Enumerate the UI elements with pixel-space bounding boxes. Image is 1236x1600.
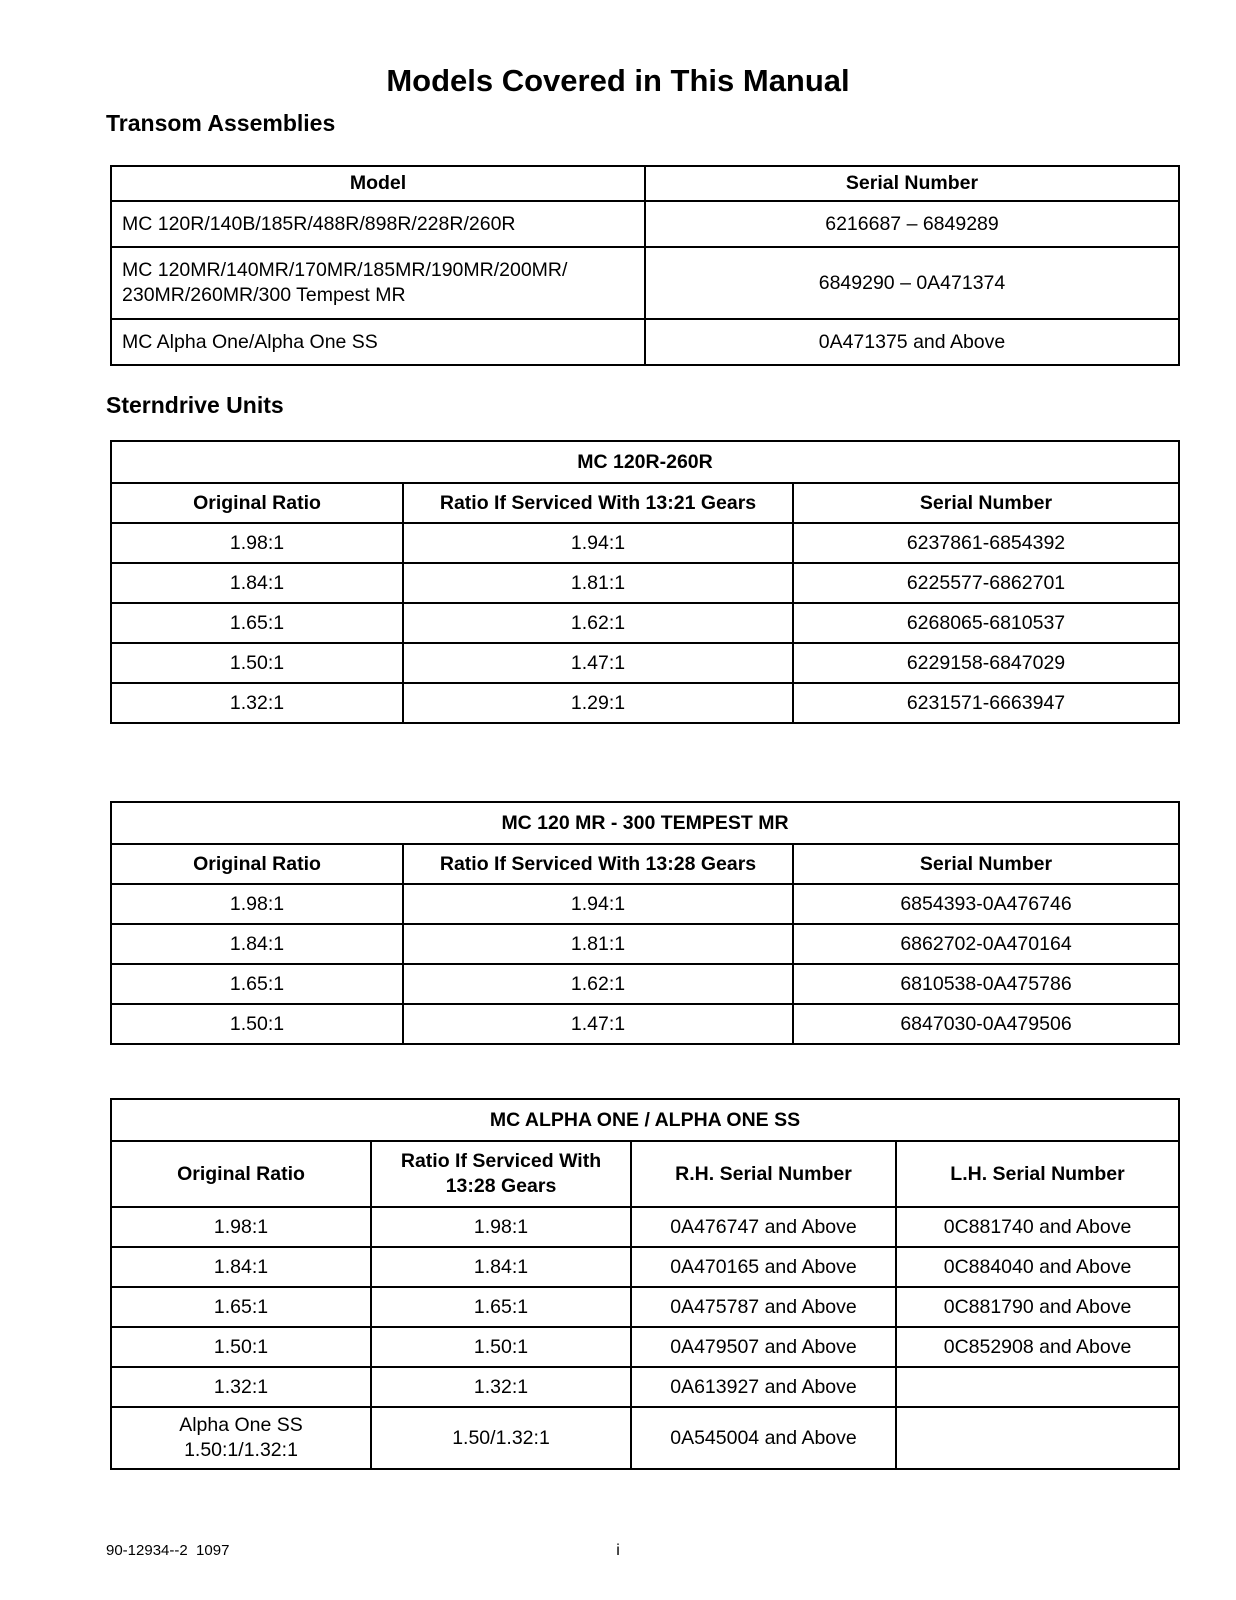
cell-serial: 6847030-0A479506: [793, 1004, 1179, 1044]
table-row: [111, 201, 1179, 247]
table-row: [111, 523, 1179, 563]
cell-original-ratio: 1.65:1: [111, 964, 403, 1004]
cell-original-ratio: 1.98:1: [111, 523, 403, 563]
cell-serviced-ratio: 1.29:1: [403, 683, 793, 723]
footer-part-number: 90-12934--2 1097: [106, 1542, 230, 1559]
cell-serviced-ratio: 1.62:1: [403, 603, 793, 643]
cell-rh-serial: 0A476747 and Above: [631, 1207, 896, 1247]
table-row: [111, 319, 1179, 365]
sterndrive-table-mc-120r-260r: [110, 440, 1180, 724]
cell-serviced-ratio: 1.98:1: [371, 1207, 631, 1247]
section-heading-transom-assemblies: Transom Assemblies: [106, 110, 336, 136]
column-header-ratio-if-serviced: Ratio If Serviced With 13:21 Gears: [403, 483, 793, 523]
table-title: MC 120 MR - 300 TEMPEST MR: [111, 802, 1179, 844]
column-header-serial-number: Serial Number: [645, 166, 1179, 201]
cell-serviced-ratio: 1.47:1: [403, 643, 793, 683]
cell-serviced-ratio: 1.94:1: [403, 884, 793, 924]
cell-lh-serial: [896, 1407, 1179, 1469]
cell-rh-serial: 0A475787 and Above: [631, 1287, 896, 1327]
table-row: [111, 563, 1179, 603]
cell-serial: 6216687 – 6849289: [645, 201, 1179, 247]
table-title-row: [111, 1099, 1179, 1141]
column-header-ratio-if-serviced: Ratio If Serviced With 13:28 Gears: [403, 844, 793, 884]
table-title-row: [111, 802, 1179, 844]
cell-lh-serial: 0C852908 and Above: [896, 1327, 1179, 1367]
cell-lh-serial: 0C881790 and Above: [896, 1287, 1179, 1327]
cell-serviced-ratio: 1.84:1: [371, 1247, 631, 1287]
cell-model: MC Alpha One/Alpha One SS: [111, 319, 645, 365]
table-row: [111, 1367, 1179, 1407]
table-row: [111, 603, 1179, 643]
cell-original-ratio: 1.98:1: [111, 1207, 371, 1247]
cell-serviced-ratio: 1.47:1: [403, 1004, 793, 1044]
column-header-original-ratio: Original Ratio: [111, 844, 403, 884]
column-header-rh-serial-number: R.H. Serial Number: [631, 1141, 896, 1207]
table-row: [111, 1407, 1179, 1469]
cell-rh-serial: 0A613927 and Above: [631, 1367, 896, 1407]
column-header-original-ratio: Original Ratio: [111, 1141, 371, 1207]
table-row: [111, 964, 1179, 1004]
column-header-serial-number: Serial Number: [793, 844, 1179, 884]
cell-serial: 6268065-6810537: [793, 603, 1179, 643]
cell-model-line-1: MC 120MR/140MR/170MR/185MR/190MR/200MR/: [122, 259, 568, 281]
column-header-line-1: Ratio If Serviced With: [400, 1150, 602, 1172]
cell-original-ratio: 1.32:1: [111, 1367, 371, 1407]
cell-serial: 6849290 – 0A471374: [645, 247, 1179, 319]
cell-original-ratio: 1.50:1: [111, 1004, 403, 1044]
cell-serviced-ratio: 1.50/1.32:1: [371, 1407, 631, 1469]
cell-serial: 6237861-6854392: [793, 523, 1179, 563]
cell-original-ratio: 1.84:1: [111, 924, 403, 964]
cell-original-ratio: 1.50:1: [111, 643, 403, 683]
cell-serviced-ratio: 1.50:1: [371, 1327, 631, 1367]
cell-serial: 6229158-6847029: [793, 643, 1179, 683]
table-spacer: [0, 724, 1236, 781]
column-header-ratio-if-serviced: [371, 1141, 631, 1207]
table-row: [111, 1247, 1179, 1287]
cell-original-ratio: [111, 1407, 371, 1469]
cell-serial: 6225577-6862701: [793, 563, 1179, 603]
cell-model-line-2: 230MR/260MR/300 Tempest MR: [122, 284, 406, 306]
cell-original-ratio: 1.84:1: [111, 1247, 371, 1287]
page-title: Models Covered in This Manual: [386, 63, 850, 98]
cell-original-ratio: 1.84:1: [111, 563, 403, 603]
sterndrive-table-mc-alpha-one: [110, 1098, 1180, 1470]
cell-serial: 6231571-6663947: [793, 683, 1179, 723]
cell-original-ratio: 1.65:1: [111, 603, 403, 643]
cell-serviced-ratio: 1.65:1: [371, 1287, 631, 1327]
table-row: [111, 924, 1179, 964]
table-title: MC ALPHA ONE / ALPHA ONE SS: [111, 1099, 1179, 1141]
column-header-line-2: 13:28 Gears: [445, 1175, 557, 1197]
table-row: [111, 1327, 1179, 1367]
table-title: MC 120R-260R: [111, 441, 1179, 483]
cell-model: [111, 247, 645, 319]
column-header-model: Model: [111, 166, 645, 201]
cell-serviced-ratio: 1.81:1: [403, 924, 793, 964]
table-header-row: [111, 844, 1179, 884]
transom-assemblies-table: [110, 165, 1180, 366]
table-row: [111, 1207, 1179, 1247]
cell-ratio-line-2: 1.50:1/1.32:1: [184, 1439, 298, 1461]
sterndrive-table-mc-120mr-300-tempest-mr: [110, 801, 1180, 1045]
cell-serviced-ratio: 1.94:1: [403, 523, 793, 563]
table-header-row: [111, 1141, 1179, 1207]
cell-rh-serial: 0A479507 and Above: [631, 1327, 896, 1367]
table-header-row: [111, 483, 1179, 523]
cell-lh-serial: 0C881740 and Above: [896, 1207, 1179, 1247]
cell-original-ratio: 1.32:1: [111, 683, 403, 723]
cell-lh-serial: [896, 1367, 1179, 1407]
table-row: [111, 683, 1179, 723]
cell-serial: 6810538-0A475786: [793, 964, 1179, 1004]
table-row: [111, 1287, 1179, 1327]
table-title-row: [111, 441, 1179, 483]
cell-serviced-ratio: 1.62:1: [403, 964, 793, 1004]
cell-serial: 6854393-0A476746: [793, 884, 1179, 924]
cell-rh-serial: 0A545004 and Above: [631, 1407, 896, 1469]
table-row: [111, 1004, 1179, 1044]
table-header-row: [111, 166, 1179, 201]
table-row: [111, 643, 1179, 683]
column-header-original-ratio: Original Ratio: [111, 483, 403, 523]
page-footer: [0, 1540, 1236, 1562]
cell-serial: 0A471375 and Above: [645, 319, 1179, 365]
cell-lh-serial: 0C884040 and Above: [896, 1247, 1179, 1287]
cell-serial: 6862702-0A470164: [793, 924, 1179, 964]
cell-rh-serial: 0A470165 and Above: [631, 1247, 896, 1287]
cell-original-ratio: 1.98:1: [111, 884, 403, 924]
table-row: [111, 884, 1179, 924]
cell-original-ratio: 1.50:1: [111, 1327, 371, 1367]
cell-model: MC 120R/140B/185R/488R/898R/228R/260R: [111, 201, 645, 247]
table-row: [111, 247, 1179, 319]
cell-ratio-line-1: Alpha One SS: [179, 1414, 303, 1436]
column-header-lh-serial-number: L.H. Serial Number: [896, 1141, 1179, 1207]
column-header-serial-number: Serial Number: [793, 483, 1179, 523]
cell-original-ratio: 1.65:1: [111, 1287, 371, 1327]
footer-page-number: i: [616, 1542, 620, 1559]
section-heading-sterndrive-units: Sterndrive Units: [106, 392, 284, 418]
cell-serviced-ratio: 1.32:1: [371, 1367, 631, 1407]
cell-serviced-ratio: 1.81:1: [403, 563, 793, 603]
